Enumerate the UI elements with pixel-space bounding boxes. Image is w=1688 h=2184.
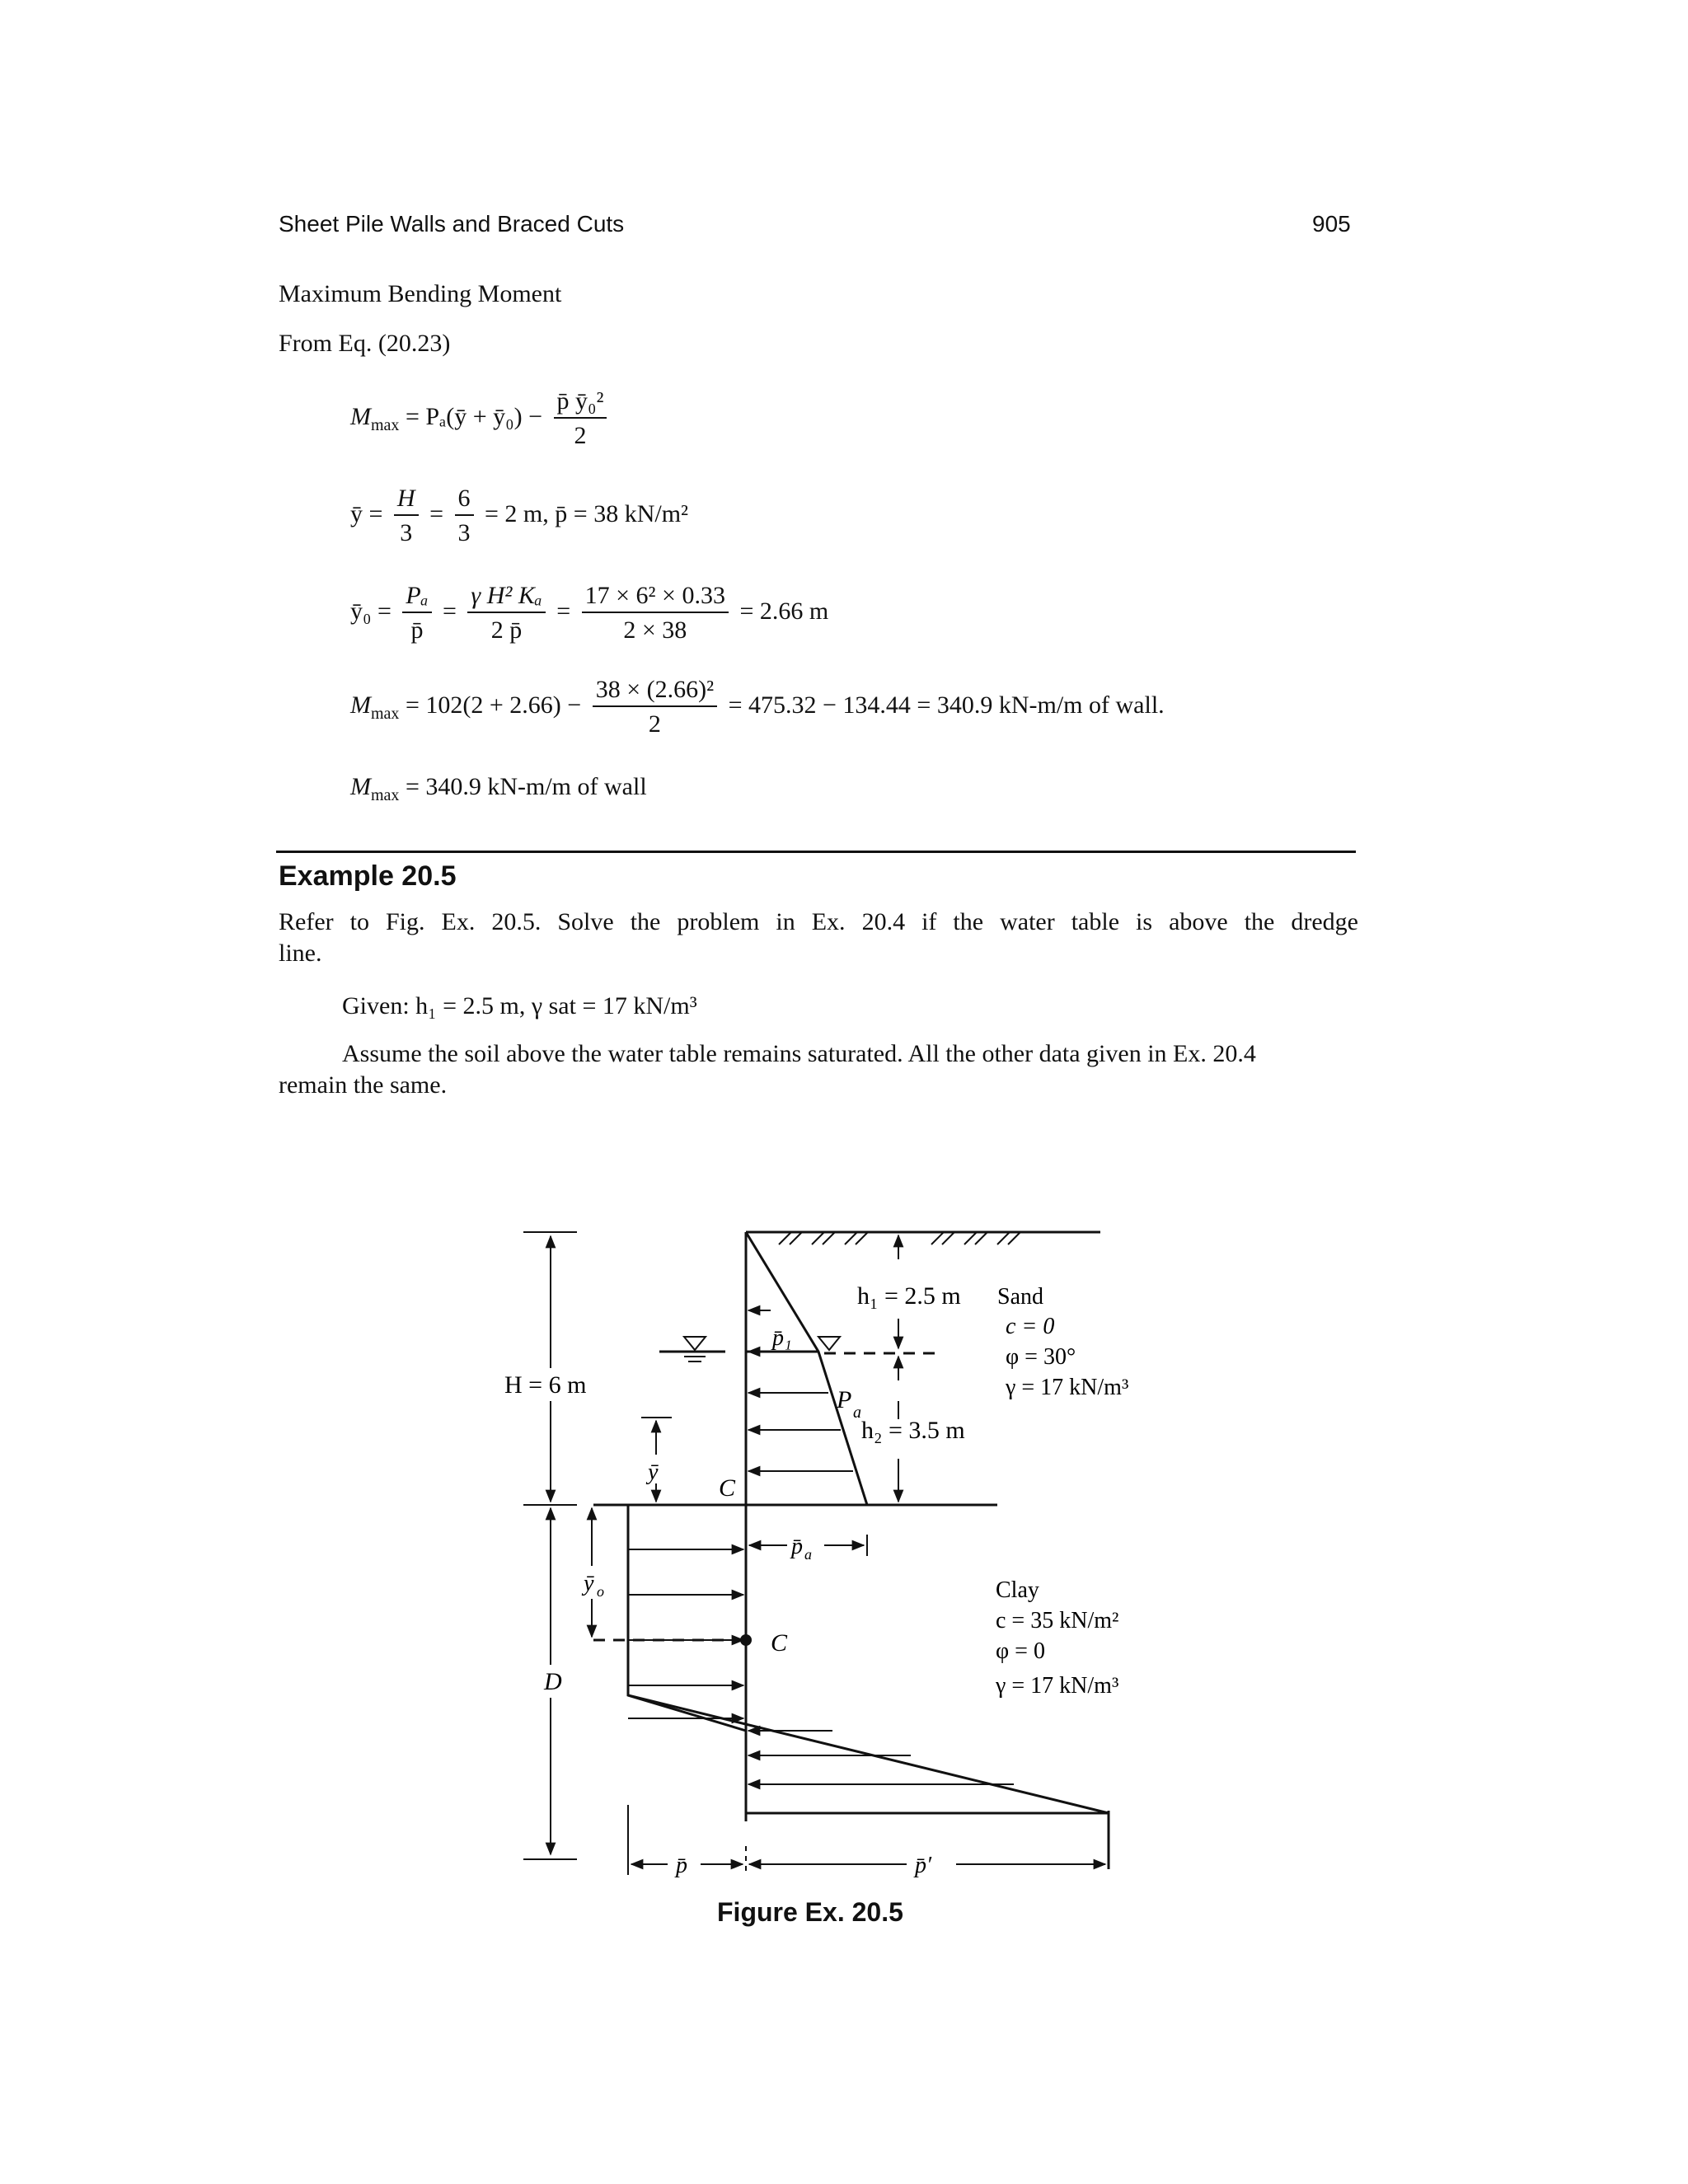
clay-cohesion: c = 35 kN/m² [996, 1608, 1119, 1633]
eq2-mid: = [429, 499, 444, 527]
eq5-rhs: = 340.9 kN-m/m of wall [405, 773, 647, 800]
example-text-line-2: line. [279, 940, 322, 967]
passive-pressure-block [628, 1505, 746, 1731]
eq3-f1-num: Pₐ [402, 583, 431, 613]
example-text-line-1: Refer to Fig. Ex. 20.5. Solve the problem in Ex. 20.4 if the water table is above the dredge [279, 908, 1358, 935]
eq2-lhs: ȳ = [350, 499, 383, 527]
eq4-lhs: M [350, 691, 371, 719]
label-h: H = 6 m [504, 1371, 587, 1399]
eq5-lhs: M [350, 773, 371, 800]
example-title: Example 20.5 [279, 860, 457, 892]
eq2-f1-num: H [394, 486, 419, 516]
clay-label: Clay [996, 1577, 1039, 1603]
label-ybar: ȳ [648, 1460, 659, 1485]
active-pressure-envelope [746, 1232, 867, 1505]
eq3-f1-den: p̄ [410, 616, 424, 644]
eq1-rhs: = Pₐ(ȳ + ȳ₀) − [405, 402, 543, 430]
eq2-f2-den: 3 [457, 519, 471, 546]
eq1-lhs: M [350, 402, 371, 430]
eq3-eq-2: = [556, 597, 571, 625]
label-h1: h₁ = 2.5 m [857, 1282, 961, 1310]
section-heading: Maximum Bending Moment [279, 280, 562, 307]
ground-hatch [779, 1232, 1020, 1244]
label-p1: p̄₁ [772, 1325, 792, 1351]
eq3-f3-den: 2 × 38 [623, 616, 687, 644]
example-assume-line-1: Assume the soil above the water table remains saturated. All the other data given in Ex. 20.4 [342, 1040, 1256, 1067]
eq3-f2-num: γ H² Kₐ [467, 583, 545, 613]
example-given: Given: h₁ = 2.5 m, γ sat = 17 kN/m³ [342, 992, 697, 1019]
equation-reference: From Eq. (20.23) [279, 330, 451, 357]
eq3-lhs: ȳ₀ = [350, 597, 392, 625]
label-pprime: p̄′ [915, 1853, 932, 1878]
example-assume-line-2: remain the same. [279, 1071, 448, 1099]
label-yo-sub: o [597, 1583, 604, 1600]
sand-cohesion: c = 0 [1006, 1314, 1055, 1339]
eq2-f1-den: 3 [400, 519, 413, 546]
dimension-h [523, 1232, 577, 1505]
dimension-bottom [628, 1805, 1105, 1875]
eq3-f3-num: 17 × 6² × 0.33 [582, 583, 729, 613]
net-pressure-line [628, 1695, 1109, 1813]
sand-label: Sand [997, 1284, 1043, 1310]
point-c-marker [740, 1634, 752, 1646]
eq4-rhs: = 475.32 − 134.44 = 340.9 kN-m/m of wall. [728, 691, 1165, 719]
eq1-numerator: p̄ ȳ₀² [554, 389, 607, 419]
label-pa-bar-sub: a [804, 1546, 812, 1563]
eq2-rhs: = 2 m, p̄ = 38 kN/m² [485, 499, 689, 527]
eq4-denominator: 2 [648, 710, 661, 738]
eq3-rhs: = 2.66 m [739, 597, 829, 625]
label-yo: ȳ [584, 1571, 594, 1596]
page-number: 905 [1312, 211, 1351, 237]
clay-friction-angle: φ = 0 [996, 1638, 1045, 1664]
eq4-mid: = 102(2 + 2.66) − [405, 691, 582, 719]
eq3-eq-1: = [443, 597, 457, 625]
running-title: Sheet Pile Walls and Braced Cuts [279, 211, 625, 237]
sand-unit-weight: γ = 17 kN/m³ [1006, 1375, 1129, 1400]
label-pa-sub: a [853, 1404, 861, 1422]
label-d: D [544, 1668, 562, 1695]
label-c-upper: C [719, 1474, 736, 1502]
label-h2: h₂ = 3.5 m [861, 1417, 965, 1444]
clay-unit-weight: γ = 17 kN/m³ [996, 1673, 1119, 1699]
label-c-lower: C [771, 1629, 788, 1657]
eq1-lhs-sub: max [371, 415, 400, 434]
label-pa: P [837, 1386, 852, 1413]
eq1-denominator: 2 [574, 422, 587, 449]
eq4-lhs-sub: max [371, 704, 400, 723]
eq3-f2-den: 2 p̄ [490, 616, 523, 644]
eq4-numerator: 38 × (2.66)² [593, 677, 717, 707]
label-pa-bar: p̄ [791, 1534, 803, 1559]
eq5-lhs-sub: max [371, 786, 400, 804]
label-pbar: p̄ [676, 1853, 687, 1878]
figure-caption: Figure Ex. 20.5 [717, 1897, 903, 1927]
eq2-f2-num: 6 [455, 486, 474, 516]
sand-friction-angle: φ = 30° [1006, 1344, 1076, 1370]
pressure-arrows-lower [628, 1549, 743, 1718]
